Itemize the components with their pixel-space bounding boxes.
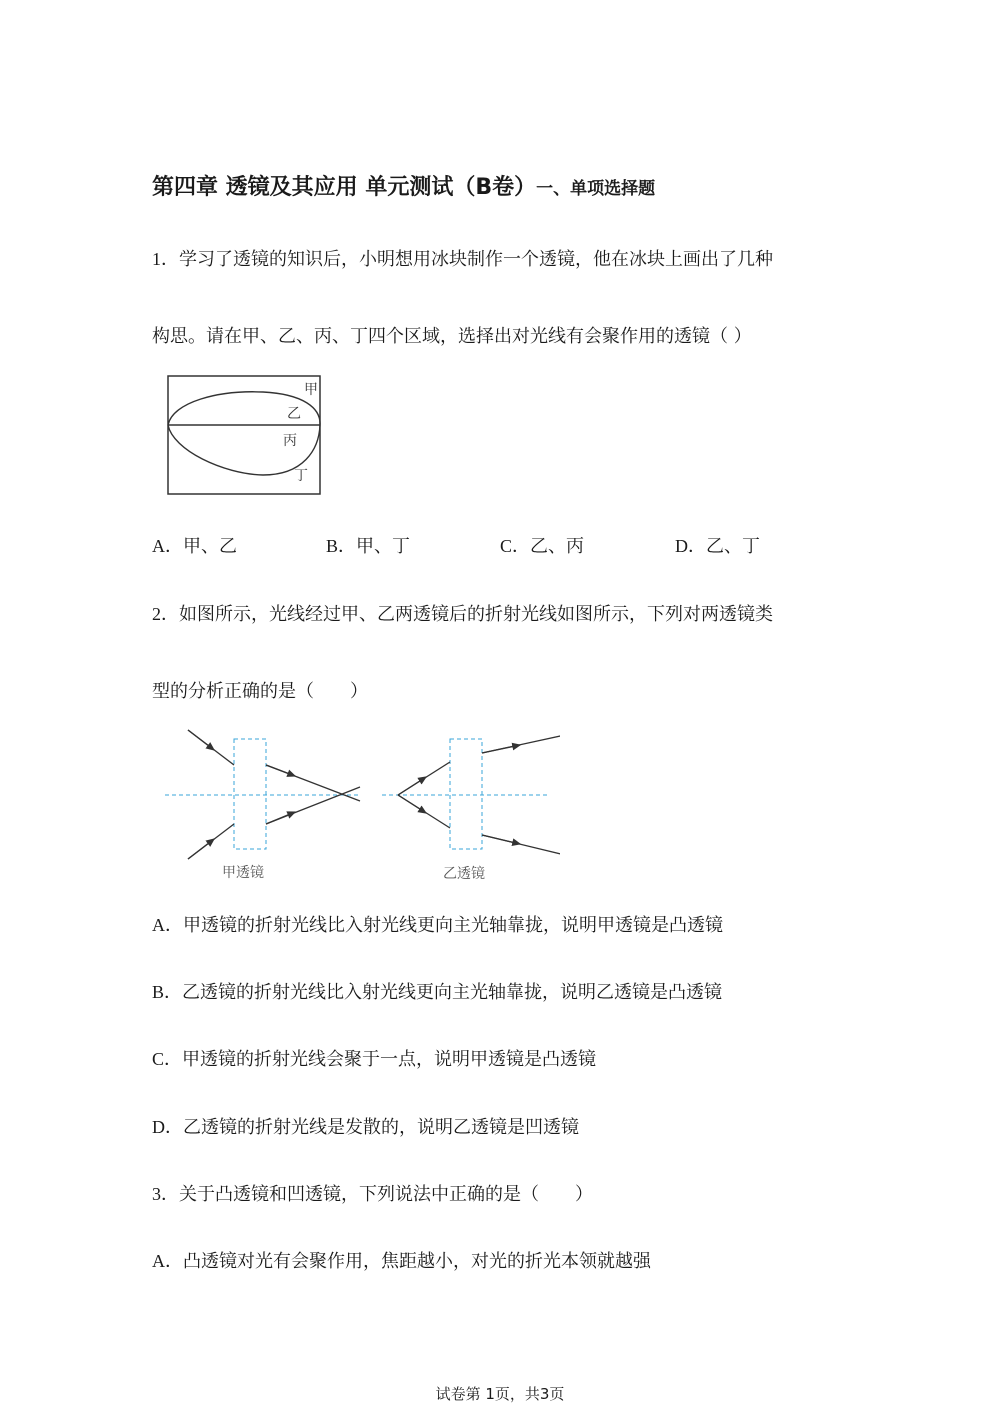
page-footer: 试卷第 1页，共3页 — [435, 1385, 565, 1403]
q2-option-c: C．甲透镜的折射光线会聚于一点，说明甲透镜是凸透镜 — [152, 1049, 597, 1070]
q1-option-c: C．乙、丙 — [500, 536, 585, 557]
region-label-ding: 丁 — [294, 468, 308, 484]
lens-jia-box — [234, 739, 266, 849]
q2-option-a: A．甲透镜的折射光线比入射光线更向主光轴靠拢，说明甲透镜是凸透镜 — [152, 915, 723, 936]
section-heading: 一、单项选择题 — [536, 179, 656, 199]
ice-block-figure — [163, 370, 328, 500]
lens-yi-label: 乙透镜 — [443, 866, 485, 882]
region-label-yi: 乙 — [287, 406, 301, 422]
q1-option-b: B．甲、丁 — [326, 536, 411, 557]
lens-ray-figure — [160, 725, 560, 885]
q2-option-d: D．乙透镜的折射光线是发散的，说明乙透镜是凹透镜 — [152, 1117, 579, 1138]
question-1-line-1 — [152, 245, 773, 271]
lens-yi-box — [450, 739, 482, 849]
question-2-line-1 — [152, 600, 773, 626]
q1-option-d: D．乙、丁 — [675, 536, 760, 557]
document-title: 第四章 透镜及其应用 单元测试（B卷） — [152, 175, 537, 200]
lens-yi-group — [382, 735, 560, 882]
region-label-bing: 丙 — [283, 433, 297, 449]
question-3-number: 3． — [152, 1184, 179, 1204]
question-1-text-1: 学习了透镜的知识后，小明想用冰块制作一个透镜，他在冰块上画出了几种 — [179, 249, 773, 270]
question-1-line-2: 构思。请在甲、乙、丙、丁四个区域，选择出对光线有会聚作用的透镜（ ） — [152, 326, 752, 347]
lens-jia-label: 甲透镜 — [222, 865, 264, 881]
region-label-jia: 甲 — [304, 382, 318, 398]
q3-option-a: A．凸透镜对光有会聚作用，焦距越小，对光的折光本领就越强 — [152, 1251, 651, 1272]
page-title — [152, 170, 655, 201]
question-2-text-1: 如图所示，光线经过甲、乙两透镜后的折射光线如图所示，下列对两透镜类 — [179, 604, 773, 625]
question-2-number: 2． — [152, 604, 179, 624]
lens-jia-group — [165, 730, 360, 881]
question-2-line-2: 型的分析正确的是（ ） — [152, 681, 368, 702]
question-3-line-1 — [152, 1180, 593, 1206]
q2-option-b: B．乙透镜的折射光线比入射光线更向主光轴靠拢，说明乙透镜是凸透镜 — [152, 982, 723, 1003]
q1-option-a: A．甲、乙 — [152, 536, 237, 557]
question-3-text-1: 关于凸透镜和凹透镜，下列说法中正确的是（ ） — [179, 1184, 593, 1205]
question-1-number: 1． — [152, 249, 179, 269]
